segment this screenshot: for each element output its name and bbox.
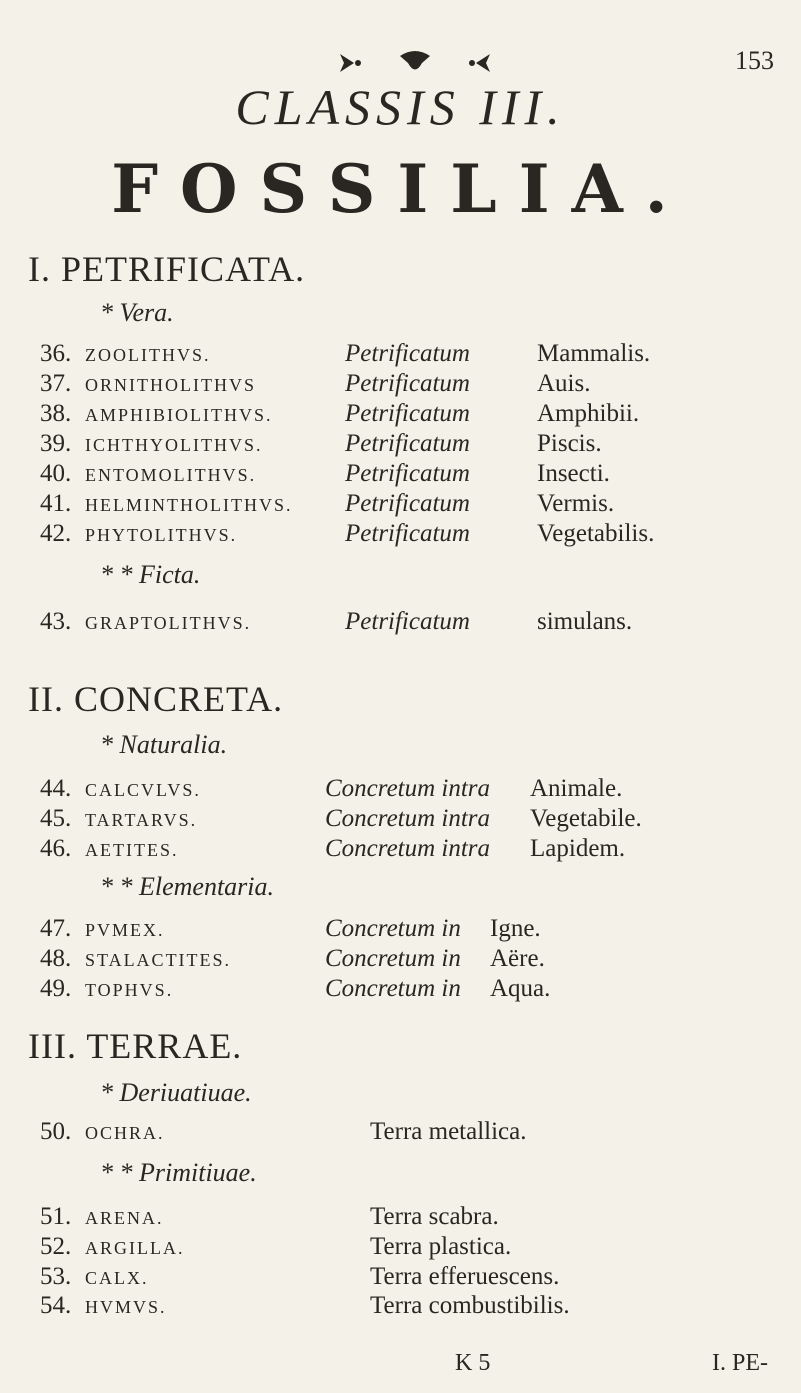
row-name: HELMINTHOLITHVS. xyxy=(85,495,293,515)
row-name: STALACTITES. xyxy=(85,950,232,970)
row-name: ORNITHOLITHVS xyxy=(85,375,256,395)
row-qualifier: Vegetabile. xyxy=(530,805,642,832)
row-name: ARENA. xyxy=(85,1208,164,1228)
page-number: 153 xyxy=(735,46,774,75)
row-number: 41. xyxy=(40,490,72,517)
main-title: FOSSILIA. xyxy=(111,150,690,228)
row-qualifier: Amphibii. xyxy=(537,400,640,427)
subsection-label-elementaria: * * Elementaria. xyxy=(100,872,275,901)
row-qualifier: Vermis. xyxy=(537,490,615,517)
row-description: Concretum in xyxy=(325,915,461,942)
row-number: 50. xyxy=(40,1118,72,1145)
row-qualifier: Terra plastica. xyxy=(370,1233,512,1260)
row-name: AMPHIBIOLITHVS. xyxy=(85,405,273,425)
row-description: Petrificatum xyxy=(345,400,470,427)
header-ornaments xyxy=(330,48,500,78)
row-qualifier: Terra combustibilis. xyxy=(370,1292,570,1319)
row-number: 51. xyxy=(40,1203,72,1230)
row-description: Petrificatum xyxy=(345,490,470,517)
row-qualifier: Terra efferuescens. xyxy=(370,1263,560,1290)
row-name: GRAPTOLITHVS. xyxy=(85,613,252,633)
row-name: ENTOMOLITHVS. xyxy=(85,465,257,485)
row-name: CALCVLVS. xyxy=(85,780,201,800)
row-name: ZOOLITHVS. xyxy=(85,345,211,365)
row-description: Concretum intra xyxy=(325,805,491,832)
row-description: Petrificatum xyxy=(345,370,470,397)
row-description: Concretum in xyxy=(325,945,461,972)
row-qualifier: Vegetabilis. xyxy=(537,520,655,547)
row-number: 44. xyxy=(40,775,72,802)
row-qualifier: Aëre. xyxy=(490,945,545,972)
row-number: 43. xyxy=(40,608,72,635)
row-number: 46. xyxy=(40,835,72,862)
row-number: 37. xyxy=(40,370,72,397)
row-number: 52. xyxy=(40,1233,72,1260)
row-description: Petrificatum xyxy=(345,460,470,487)
row-number: 36. xyxy=(40,340,72,367)
row-description: Concretum intra xyxy=(325,775,491,802)
row-qualifier: simulans. xyxy=(537,608,633,635)
subsection-label-vera: * Vera. xyxy=(100,298,174,327)
class-title: CLASSIS III. xyxy=(235,79,566,135)
section-heading-terrae: III. TERRAE. xyxy=(28,1026,243,1066)
subsection-label-deriuatiuae: * Deriuatiuae. xyxy=(100,1078,252,1107)
fleuron-icon xyxy=(330,48,500,78)
subsection-label-primitiuae: * * Primitiuae. xyxy=(100,1158,257,1187)
row-qualifier: Insecti. xyxy=(537,460,610,487)
row-name: CALX. xyxy=(85,1268,149,1288)
row-qualifier: Auis. xyxy=(537,370,591,397)
row-number: 40. xyxy=(40,460,72,487)
subsection-label-naturalia: * Naturalia. xyxy=(100,730,228,759)
row-qualifier: Aqua. xyxy=(490,975,551,1002)
row-description: Concretum intra xyxy=(325,835,491,862)
row-name: HVMVS. xyxy=(85,1297,167,1317)
row-name: PVMEX. xyxy=(85,920,165,940)
row-description: Concretum in xyxy=(325,975,461,1002)
row-name: ICHTHYOLITHVS. xyxy=(85,435,263,455)
row-name: TOPHVS. xyxy=(85,980,174,1000)
signature-mark: K 5 xyxy=(455,1350,491,1376)
row-qualifier: Terra scabra. xyxy=(370,1203,499,1230)
row-name: ARGILLA. xyxy=(85,1238,185,1258)
row-qualifier: Mammalis. xyxy=(537,340,651,367)
row-qualifier: Animale. xyxy=(530,775,623,802)
section-heading-concreta: II. CONCRETA. xyxy=(28,679,284,719)
row-description: Petrificatum xyxy=(345,340,470,367)
row-number: 42. xyxy=(40,520,72,547)
row-description: Petrificatum xyxy=(345,430,470,457)
row-name: TARTARVS. xyxy=(85,810,198,830)
catchword: I. PE- xyxy=(712,1350,768,1376)
row-number: 39. xyxy=(40,430,72,457)
row-number: 54. xyxy=(40,1292,72,1319)
subsection-label-ficta: * * Ficta. xyxy=(100,560,201,589)
row-description: Petrificatum xyxy=(345,608,470,635)
row-number: 47. xyxy=(40,915,72,942)
row-description: Petrificatum xyxy=(345,520,470,547)
row-number: 48. xyxy=(40,945,72,972)
row-qualifier: Piscis. xyxy=(537,430,602,457)
row-qualifier: Terra metallica. xyxy=(370,1118,527,1145)
row-number: 53. xyxy=(40,1263,72,1290)
row-name: PHYTOLITHVS. xyxy=(85,525,238,545)
section-heading-petrificata: I. PETRIFICATA. xyxy=(28,249,306,289)
row-number: 49. xyxy=(40,975,72,1002)
row-number: 38. xyxy=(40,400,72,427)
row-name: OCHRA. xyxy=(85,1123,165,1143)
row-number: 45. xyxy=(40,805,72,832)
row-name: AETITES. xyxy=(85,840,179,860)
row-qualifier: Igne. xyxy=(490,915,541,942)
row-qualifier: Lapidem. xyxy=(530,835,626,862)
